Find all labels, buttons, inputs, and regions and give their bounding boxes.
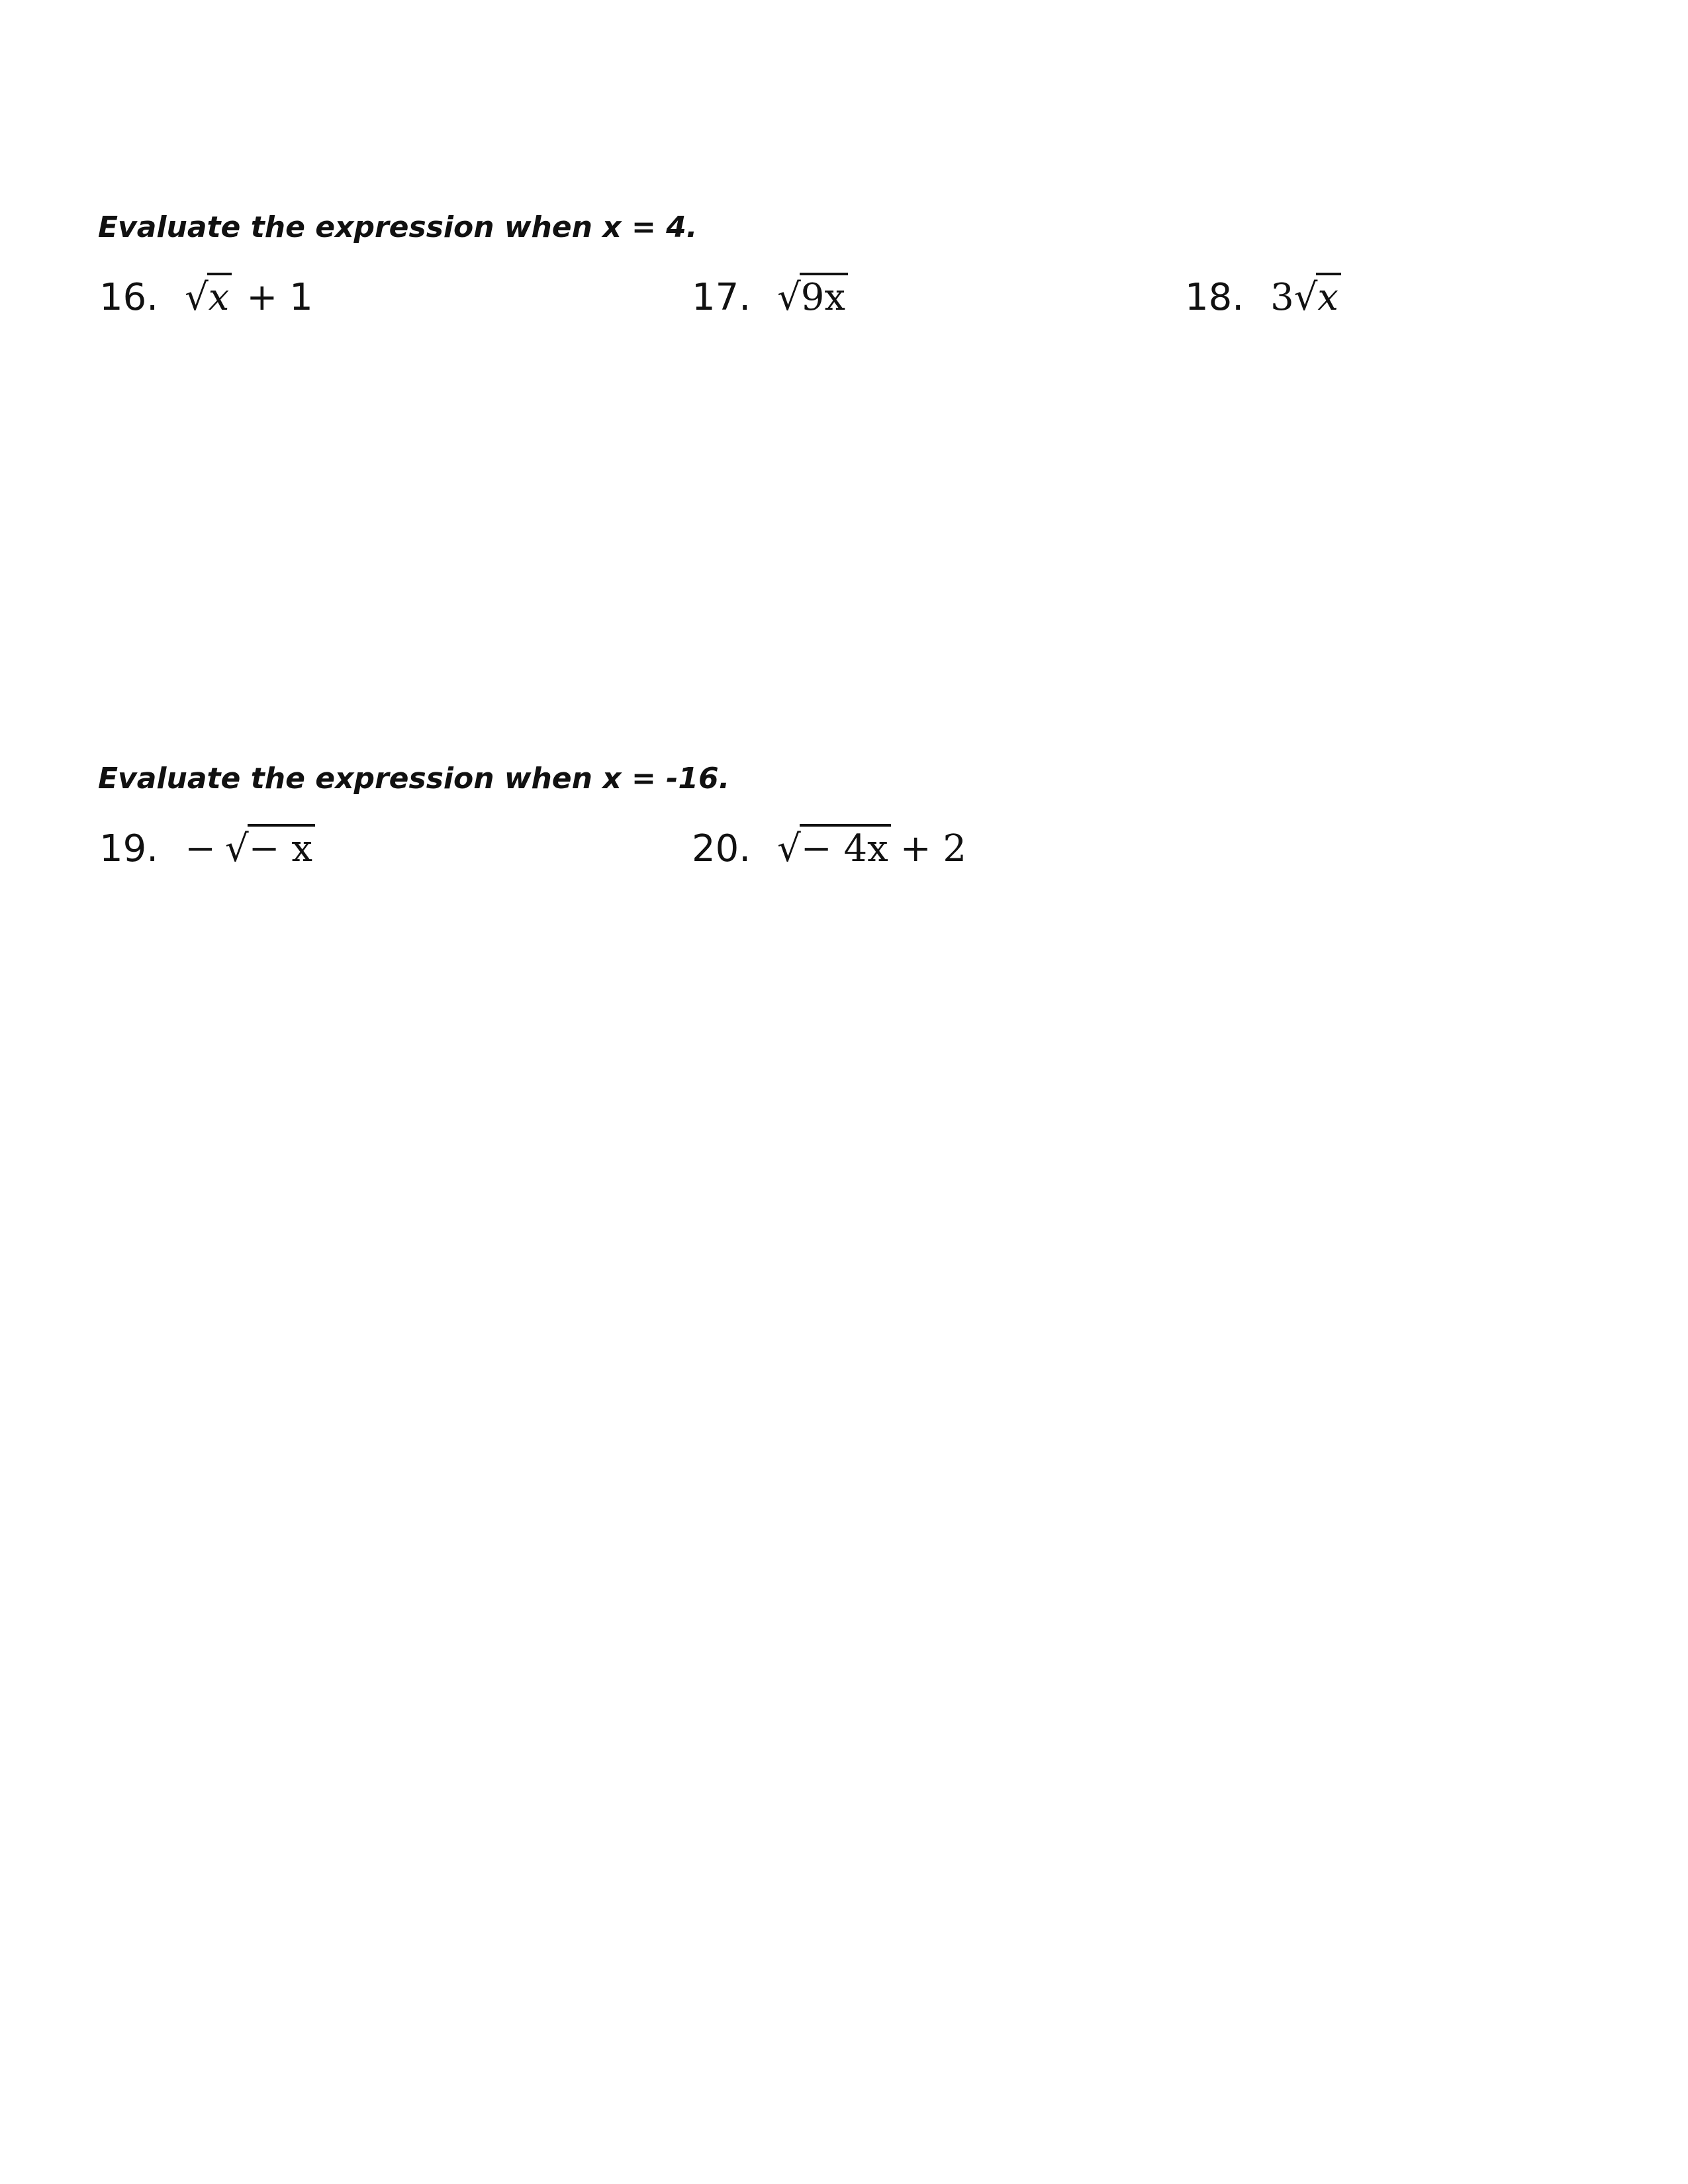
radicand: 9x <box>800 273 848 316</box>
radical-sign-icon: √ <box>224 827 249 870</box>
radical-sign-icon: √ <box>777 827 801 870</box>
square-root <box>777 273 848 319</box>
square-root <box>1293 273 1341 319</box>
radicand: x <box>207 273 232 316</box>
square-root <box>185 273 232 319</box>
section-2-instruction: Evaluate the expression when x = -16. <box>98 762 730 796</box>
problem-number: 18. <box>1185 276 1244 319</box>
expression <box>777 824 966 868</box>
square-root <box>777 824 891 868</box>
expression <box>185 824 315 868</box>
radicand: − 4x <box>800 824 891 868</box>
problem-18 <box>1185 273 1341 319</box>
radical-sign-icon: √ <box>185 276 209 319</box>
radicand: − x <box>248 824 315 868</box>
expression <box>777 273 848 319</box>
expression-suffix: + 2 <box>900 827 967 870</box>
radical-sign-icon: √ <box>777 276 801 319</box>
negative-sign: − <box>185 827 216 870</box>
problem-17 <box>692 273 848 319</box>
radical-sign-icon: √ <box>1293 276 1318 319</box>
problem-16 <box>99 273 313 319</box>
problem-19 <box>99 824 315 868</box>
coefficient: 3 <box>1270 276 1294 319</box>
expression <box>1270 273 1341 319</box>
problem-20 <box>692 824 966 868</box>
problem-number: 19. <box>99 827 159 870</box>
section-1-instruction: Evaluate the expression when x = 4. <box>98 210 698 244</box>
problem-number: 17. <box>692 276 751 319</box>
expression <box>185 273 313 319</box>
square-root <box>225 824 315 868</box>
expression-suffix: + 1 <box>246 276 313 319</box>
problem-number: 20. <box>692 827 751 870</box>
radicand: x <box>1316 273 1341 316</box>
problem-number: 16. <box>99 276 159 319</box>
